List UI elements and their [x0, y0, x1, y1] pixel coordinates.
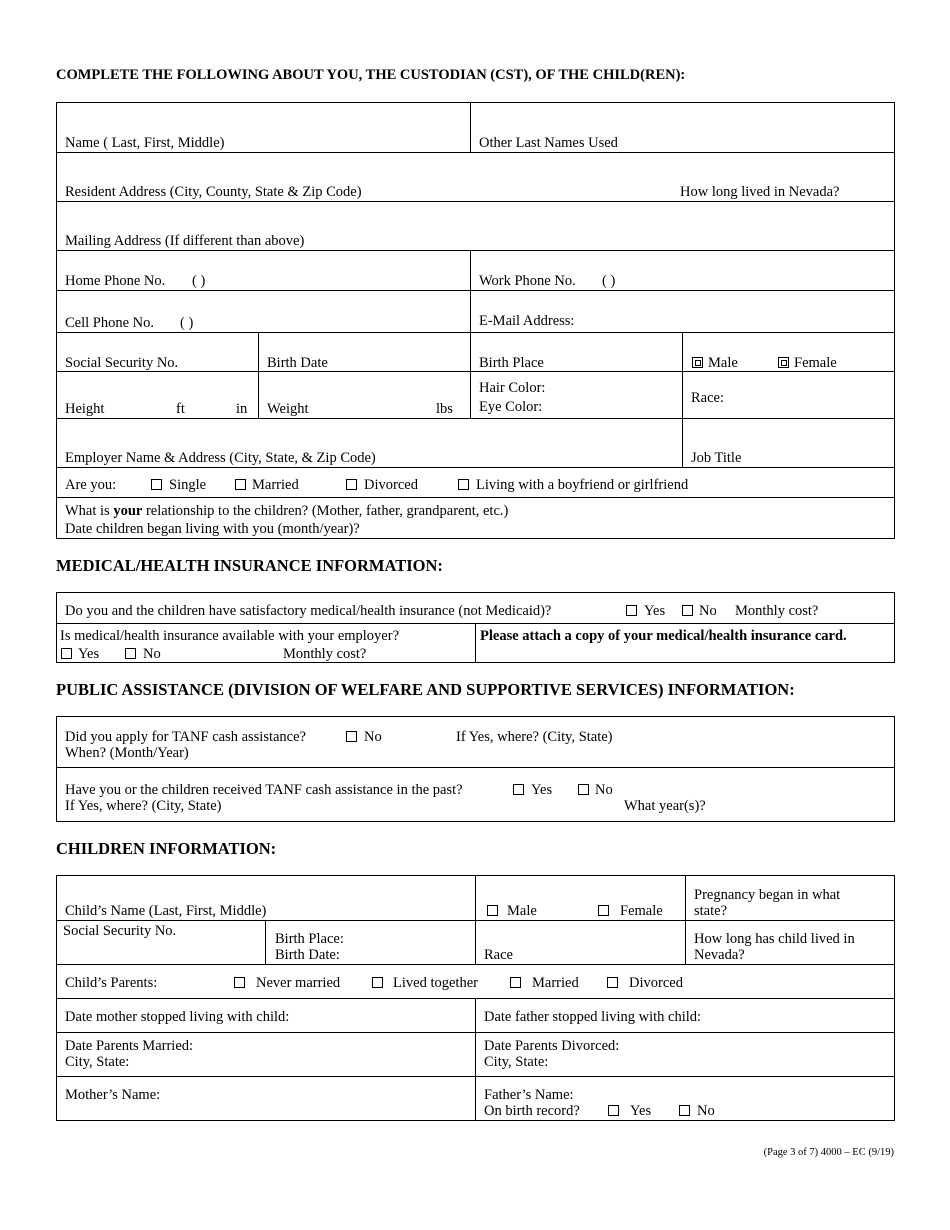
male-checkbox[interactable]	[692, 357, 703, 368]
medical-monthly-cost-2[interactable]: Monthly cost?	[283, 646, 367, 662]
on-birth-record-label: On birth record?	[484, 1103, 580, 1119]
resident-address-field[interactable]: Resident Address (City, County, State & Zip Code)	[65, 184, 362, 200]
how-long-nevada-field[interactable]: How long lived in Nevada?	[680, 184, 840, 200]
custodian-heading: COMPLETE THE FOLLOWING ABOUT YOU, THE CUSTODIAN (CST), OF THE CHILD(REN):	[56, 67, 686, 83]
father-stopped-field[interactable]: Date father stopped living with child:	[484, 1009, 702, 1025]
tanf-received-years[interactable]: What year(s)?	[624, 798, 706, 814]
tanf-received-where[interactable]: If Yes, where? (City, State)	[65, 798, 222, 814]
children-heading: CHILDREN INFORMATION:	[56, 839, 277, 858]
public-assistance-heading: PUBLIC ASSISTANCE (DIVISION OF WELFARE AND SUPPORTIVE SERVICES) INFORMATION:	[56, 680, 795, 699]
child-female-checkbox[interactable]	[598, 905, 609, 916]
child-male-label: Male	[507, 903, 537, 919]
parents-married-label: Married	[532, 975, 579, 991]
height-field[interactable]: Height	[65, 401, 105, 417]
parents-married-checkbox[interactable]	[510, 977, 521, 988]
tanf-received-no-checkbox[interactable]	[578, 784, 589, 795]
work-phone-area-code: ( )	[602, 273, 616, 289]
date-children-began-field[interactable]: Date children began living with you (month/year)?	[65, 521, 360, 537]
child-birth-place-field[interactable]: Birth Place:	[275, 931, 344, 947]
child-male-checkbox[interactable]	[487, 905, 498, 916]
child-female-label: Female	[620, 903, 663, 919]
married-checkbox[interactable]	[235, 479, 246, 490]
date-parents-divorced-field[interactable]: Date Parents Divorced:	[484, 1038, 620, 1054]
living-with-checkbox[interactable]	[458, 479, 469, 490]
mother-name-field[interactable]: Mother’s Name:	[65, 1087, 161, 1103]
birth-record-no-label: No	[697, 1103, 715, 1119]
medical-monthly-cost-1[interactable]: Monthly cost?	[735, 603, 819, 619]
single-label: Single	[169, 477, 207, 493]
home-phone-field[interactable]: Home Phone No.	[65, 273, 166, 289]
married-city-state-field[interactable]: City, State:	[65, 1054, 130, 1070]
tanf-received-no-label: No	[595, 782, 613, 798]
are-you-label: Are you:	[65, 477, 117, 493]
child-parents-label: Child’s Parents:	[65, 975, 158, 991]
page-footer: (Page 3 of 7) 4000 – EC (9/19)	[763, 1147, 894, 1158]
job-title-field[interactable]: Job Title	[691, 450, 742, 466]
mother-stopped-field[interactable]: Date mother stopped living with child:	[65, 1009, 290, 1025]
birth-place-field[interactable]: Birth Place	[479, 355, 544, 371]
employer-field[interactable]: Employer Name & Address (City, State, & Zip Code)	[65, 450, 376, 466]
birth-date-field[interactable]: Birth Date	[267, 355, 328, 371]
medical-heading: MEDICAL/HEALTH INSURANCE INFORMATION:	[56, 556, 443, 575]
medical-q2-yes-label: Yes	[78, 646, 100, 662]
date-parents-married-field[interactable]: Date Parents Married:	[65, 1038, 194, 1054]
relationship-question[interactable]: What is your relationship to the children? (Mother, father, grandparent, etc.)	[65, 503, 509, 519]
name-field[interactable]: Name ( Last, First, Middle)	[65, 135, 225, 151]
tanf-apply-no-label: No	[364, 729, 382, 745]
medical-q1-yes-label: Yes	[644, 603, 666, 619]
pregnancy-state-field[interactable]: Pregnancy began in what state?	[694, 887, 841, 919]
other-last-names-field[interactable]: Other Last Names Used	[479, 135, 618, 151]
height-ft-label: ft	[176, 401, 185, 417]
parents-divorced-checkbox[interactable]	[607, 977, 618, 988]
medical-q1-no-label: No	[699, 603, 717, 619]
child-birth-date-field[interactable]: Birth Date:	[275, 947, 340, 963]
eye-color-field[interactable]: Eye Color:	[479, 399, 543, 415]
never-married-label: Never married	[256, 975, 341, 991]
child-ssn-field[interactable]: Social Security No.	[63, 923, 177, 939]
tanf-received-question: Have you or the children received TANF cash assistance in the past?	[65, 782, 463, 798]
medical-q1-no-checkbox[interactable]	[682, 605, 693, 616]
father-name-field[interactable]: Father’s Name:	[484, 1087, 574, 1103]
female-label: Female	[794, 355, 837, 371]
weight-lbs-label: lbs	[436, 401, 453, 417]
medical-q2-yes-checkbox[interactable]	[61, 648, 72, 659]
single-checkbox[interactable]	[151, 479, 162, 490]
medical-q1-yes-checkbox[interactable]	[626, 605, 637, 616]
divorced-city-state-field[interactable]: City, State:	[484, 1054, 549, 1070]
medical-q2: Is medical/health insurance available with your employer?	[60, 628, 400, 644]
tanf-apply-where[interactable]: If Yes, where? (City, State)	[456, 729, 613, 745]
ssn-field[interactable]: Social Security No.	[65, 355, 179, 371]
living-with-label: Living with a boyfriend or girlfriend	[476, 477, 689, 493]
child-name-field[interactable]: Child’s Name (Last, First, Middle)	[65, 903, 267, 919]
birth-record-yes-label: Yes	[630, 1103, 652, 1119]
tanf-apply-question: Did you apply for TANF cash assistance?	[65, 729, 306, 745]
child-race-field[interactable]: Race	[484, 947, 513, 963]
birth-record-yes-checkbox[interactable]	[608, 1105, 619, 1116]
tanf-apply-when[interactable]: When? (Month/Year)	[65, 745, 189, 761]
tanf-received-yes-checkbox[interactable]	[513, 784, 524, 795]
lived-together-label: Lived together	[393, 975, 478, 991]
home-phone-area-code: ( )	[192, 273, 206, 289]
cell-phone-area-code: ( )	[180, 315, 194, 331]
divorced-label: Divorced	[364, 477, 418, 493]
birth-record-no-checkbox[interactable]	[679, 1105, 690, 1116]
medical-q1: Do you and the children have satisfactory medical/health insurance (not Medicaid)?	[65, 603, 552, 619]
tanf-received-yes-label: Yes	[531, 782, 553, 798]
cell-phone-field[interactable]: Cell Phone No.	[65, 315, 155, 331]
medical-q2-no-label: No	[143, 646, 161, 662]
parents-divorced-label: Divorced	[629, 975, 683, 991]
female-checkbox[interactable]	[778, 357, 789, 368]
divorced-checkbox[interactable]	[346, 479, 357, 490]
medical-q2-no-checkbox[interactable]	[125, 648, 136, 659]
weight-field[interactable]: Weight	[267, 401, 309, 417]
child-how-long-nevada-field[interactable]: How long has child lived in Nevada?	[694, 931, 855, 963]
email-field[interactable]: E-Mail Address:	[479, 313, 575, 329]
tanf-apply-no-checkbox[interactable]	[346, 731, 357, 742]
height-in-label: in	[236, 401, 248, 417]
male-label: Male	[708, 355, 738, 371]
mailing-address-field[interactable]: Mailing Address (If different than above)	[65, 233, 305, 249]
hair-color-field[interactable]: Hair Color:	[479, 380, 546, 396]
work-phone-field[interactable]: Work Phone No.	[479, 273, 576, 289]
race-field[interactable]: Race:	[691, 390, 725, 406]
married-label: Married	[252, 477, 299, 493]
never-married-checkbox[interactable]	[234, 977, 245, 988]
attach-card-note: Please attach a copy of your medical/health insurance card.	[480, 628, 847, 644]
lived-together-checkbox[interactable]	[372, 977, 383, 988]
